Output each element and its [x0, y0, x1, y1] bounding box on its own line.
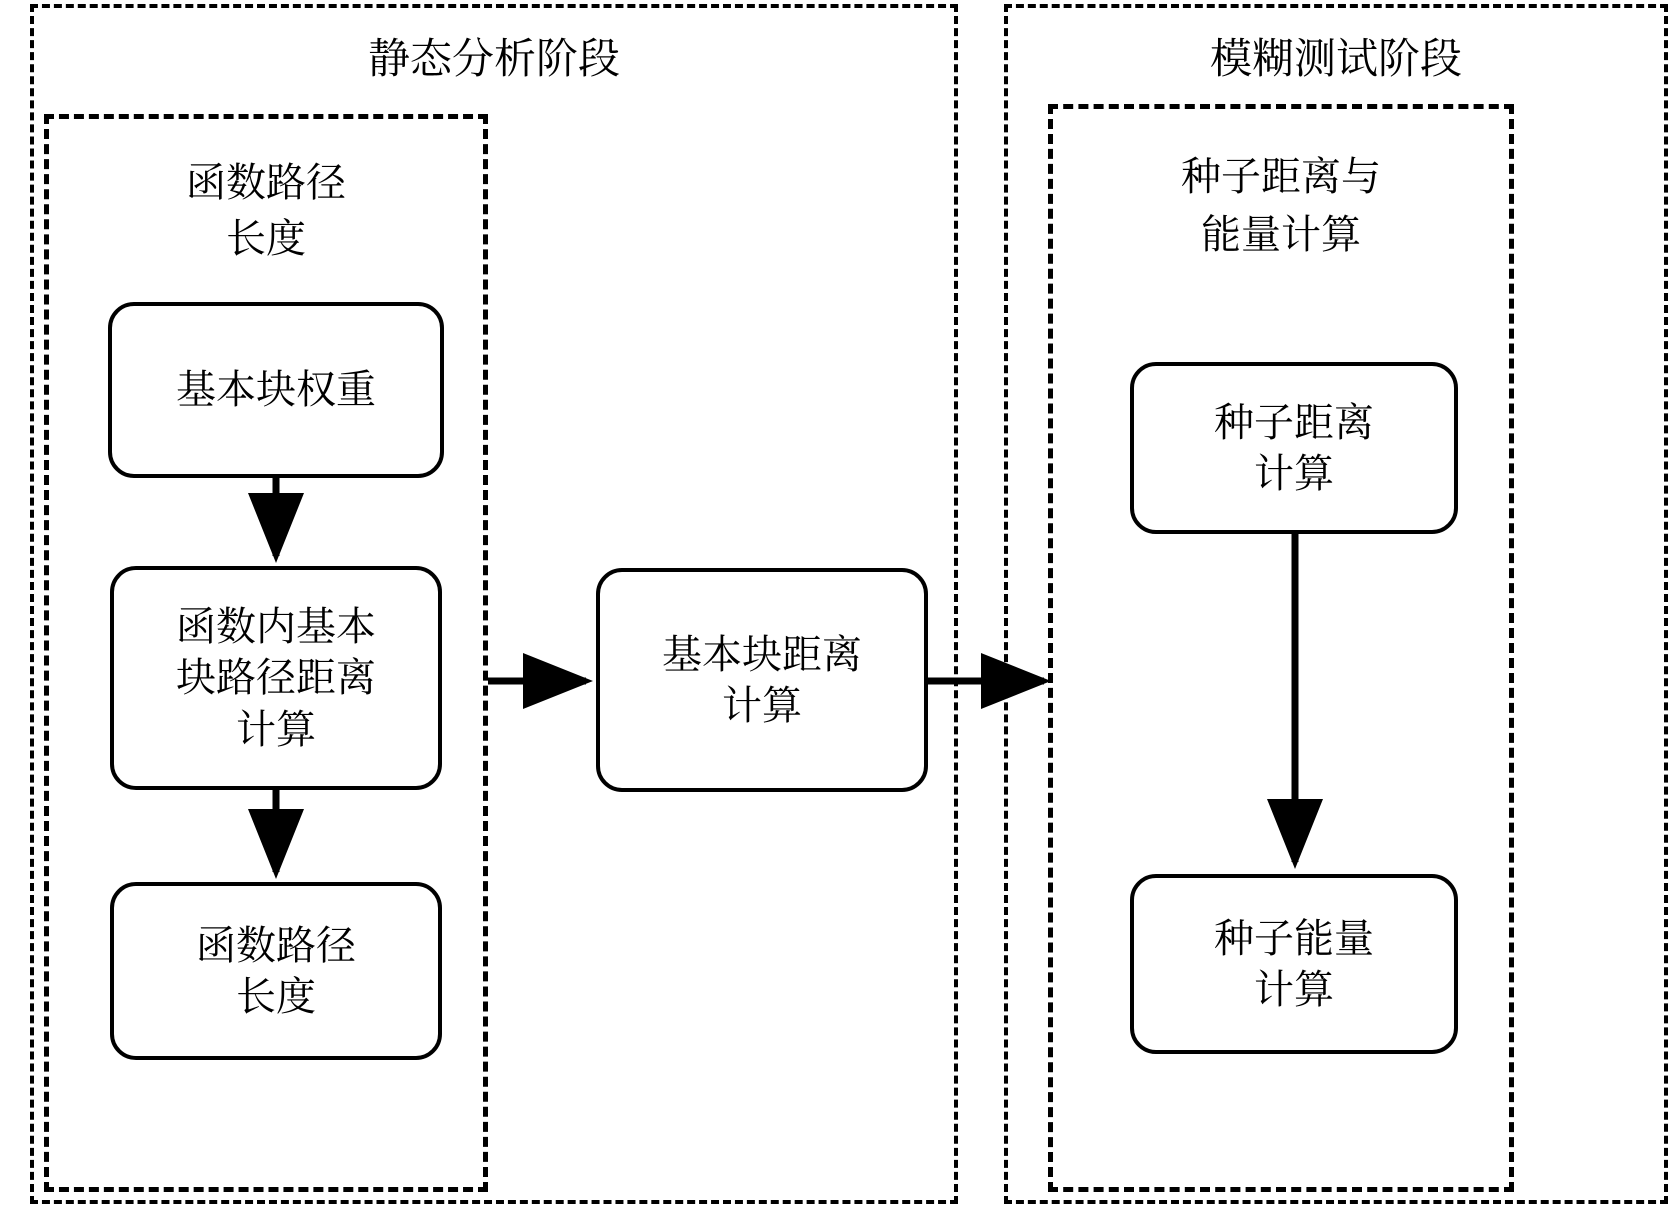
phase-title-fuzz: 模糊测试阶段: [1209, 37, 1462, 83]
node-bb-weight[interactable]: [108, 302, 444, 478]
node-seed-energy-line1: 种子能量: [1214, 915, 1374, 961]
node-intra-func-bb-path-dist-line3: 计算: [236, 706, 316, 752]
node-intra-func-bb-path-dist-line2: 块路径距离: [176, 655, 376, 701]
node-intra-func-bb-path-dist[interactable]: [110, 566, 442, 790]
node-seed-distance-line2: 计算: [1254, 451, 1334, 496]
node-seed-distance[interactable]: [1130, 362, 1458, 534]
node-func-path-length-line1: 函数路径: [196, 922, 356, 968]
node-bb-distance-line1: 基本块距离: [662, 631, 862, 677]
group-title-func-path-len-line1: 函数路径: [186, 160, 346, 205]
node-bb-weight-line1: 基本块权重: [176, 367, 376, 413]
node-seed-distance-line1: 种子距离: [1214, 399, 1374, 445]
group-title-seed-dist-energy-line1: 种子距离与: [1181, 154, 1381, 199]
group-title-func-path-len-line2: 长度: [226, 216, 306, 261]
node-seed-energy-line2: 计算: [1254, 967, 1334, 1012]
node-func-path-length[interactable]: [110, 882, 442, 1060]
node-intra-func-bb-path-dist-line1: 函数内基本: [176, 604, 376, 650]
node-bb-distance[interactable]: [596, 568, 928, 792]
phase-title-static: 静态分析阶段: [367, 37, 620, 83]
node-bb-distance-line2: 计算: [722, 683, 802, 728]
node-seed-energy[interactable]: [1130, 874, 1458, 1054]
node-func-path-length-line2: 长度: [236, 974, 316, 1019]
group-title-seed-dist-energy-line2: 能量计算: [1201, 212, 1361, 257]
